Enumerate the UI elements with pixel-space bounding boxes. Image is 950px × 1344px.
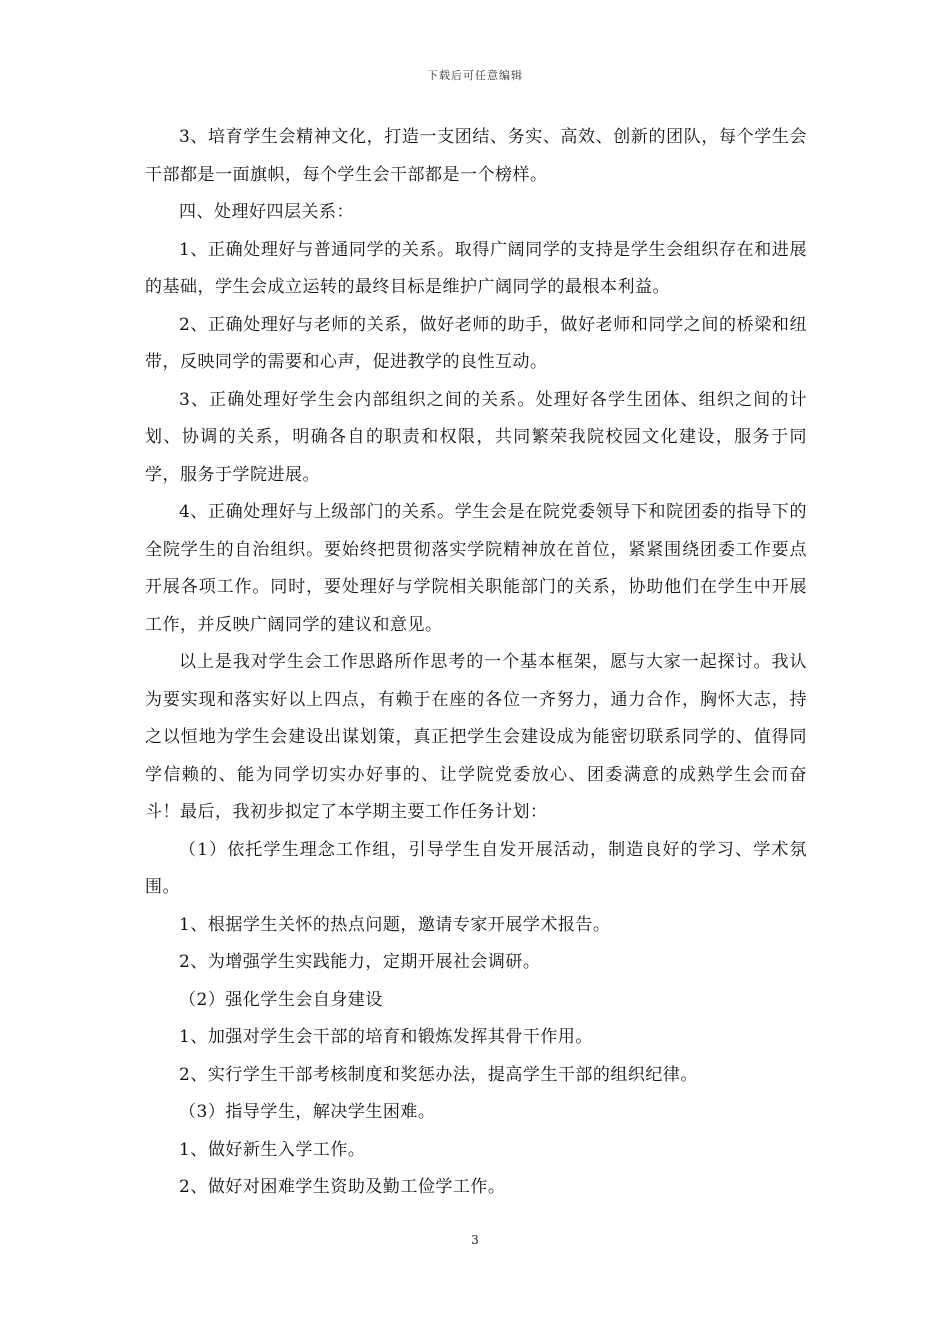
plan-item-1-heading: （1）依托学生理念工作组，引导学生自发开展活动，制造良好的学习、学术氛围。 xyxy=(145,839,807,897)
plan-item-1-1: 1、根据学生关怀的热点问题，邀请专家开展学术报告。 xyxy=(179,914,611,935)
paragraph-relation-students: 1、正确处理好与普通同学的关系。取得广阔同学的支持是学生会组织存在和进展的基础，学生会成立运转的最终目标是维护广阔同学的最根本利益。 xyxy=(145,239,807,297)
plan-item-3-heading: （3）指导学生，解决学生困难。 xyxy=(179,1102,436,1122)
page-number: 3 xyxy=(471,1233,479,1247)
plan-item-3-2: 2、做好对困难学生资助及勤工俭学工作。 xyxy=(179,1177,506,1197)
paragraph-summary: 以上是我对学生会工作思路所作思考的一个基本框架，愿与大家一起探讨。我认为要实现和落实好以上四点，有赖于在座的各位一齐努力，通力合作，胸怀大志，持之以恒地为学生会建设出谋划策，真正把学生会建设成为能密切联系同学的、值得同学信赖的、能为同学切实办好事的、让学院党委放心、团委满意的成熟学生会而奋斗！最后，我初步拟定了本学期主要工作任务计划： xyxy=(145,652,807,822)
plan-item-1-2: 2、为增强学生实践能力，定期开展社会调研。 xyxy=(179,952,541,972)
section-heading-four-relations: 四、处理好四层关系： xyxy=(179,202,354,222)
plan-item-2-heading: （2）强化学生会自身建设 xyxy=(179,989,383,1010)
document-body xyxy=(145,119,807,1207)
paragraph-relation-internal: 3、正确处理好学生会内部组织之间的关系。处理好各学生团体、组织之间的计划、协调的关系，明确各自的职责和权限，共同繁荣我院校园文化建设，服务于同学，服务于学院进展。 xyxy=(145,389,807,485)
plan-item-2-1: 1、加强对学生会干部的培育和锻炼发挥其骨干作用。 xyxy=(179,1027,593,1047)
paragraph-item-3-culture: 3、培育学生会精神文化，打造一支团结、务实、高效、创新的团队，每个学生会干部都是一面旗帜，每个学生会干部都是一个榜样。 xyxy=(145,127,807,185)
page-header-note: 下载后可任意编辑 xyxy=(427,69,523,82)
paragraph-relation-superiors: 4、正确处理好与上级部门的关系。学生会是在院党委领导下和院团委的指导下的全院学生的自治组织。要始终把贯彻落实学院精神放在首位，紧紧围绕团委工作要点开展各项工作。同时，要处理好与学院相关职能部门的关系，协助他们在学生中开展工作，并反映广阔同学的建议和意见。 xyxy=(145,502,807,635)
plan-item-3-1: 1、做好新生入学工作。 xyxy=(179,1139,366,1160)
paragraph-relation-teachers: 2、正确处理好与老师的关系，做好老师的助手，做好老师和同学之间的桥梁和纽带，反映同学的需要和心声，促进教学的良性互动。 xyxy=(145,314,807,372)
plan-item-2-2: 2、实行学生干部考核制度和奖惩办法，提高学生干部的组织纪律。 xyxy=(179,1064,698,1085)
